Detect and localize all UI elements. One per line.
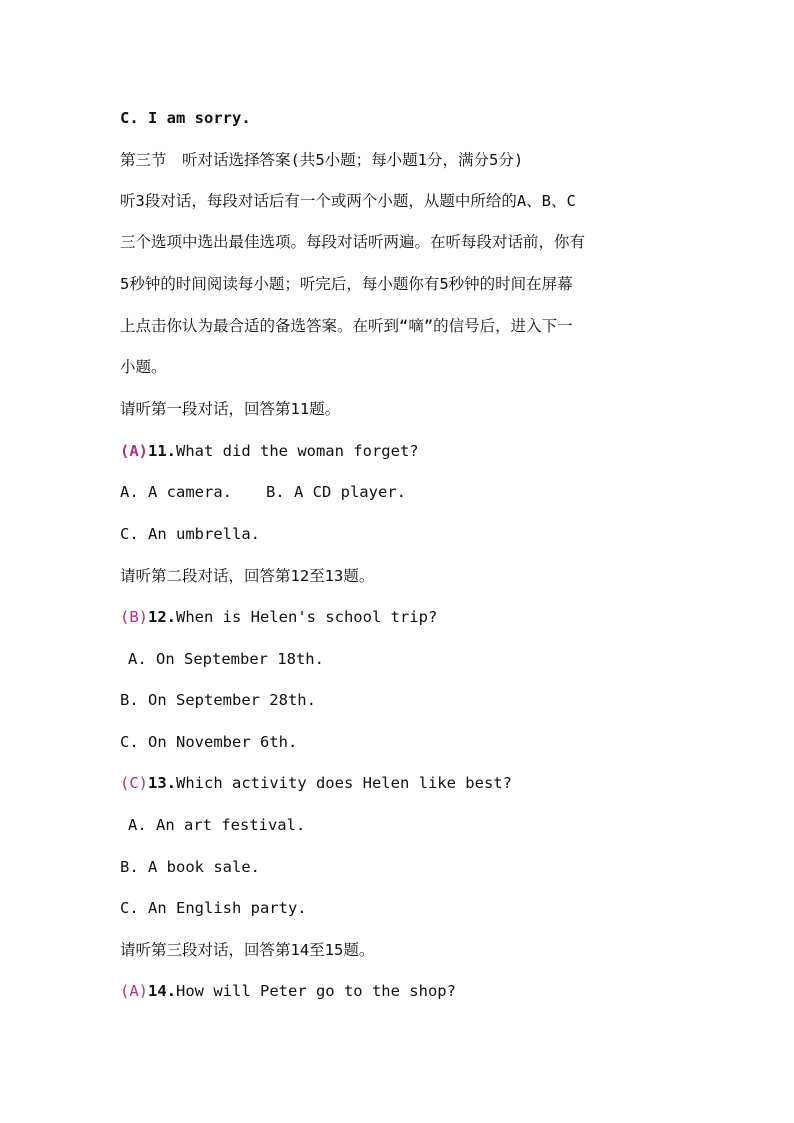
instruction-line-4: 上点击你认为最合适的备选答案。在听到“嘀”的信号后，进入下一 (120, 317, 573, 335)
question-number: 13. (148, 774, 176, 792)
answer-mark: (A) (120, 982, 148, 1000)
instruction-line-3: 5秒钟的时间阅读每小题；听完后，每小题你有5秒钟的时间在屏幕 (120, 275, 573, 293)
question-11 (120, 441, 419, 461)
answer-mark: (A) (120, 442, 148, 460)
instruction-line-5: 小题。 (120, 358, 167, 376)
instruction-line-2: 三个选项中选出最佳选项。每段对话听两遍。在听每段对话前，你有 (120, 233, 586, 251)
option-line-c-sorry: C. I am sorry. (120, 109, 251, 127)
dialogue-2-prompt: 请听第二段对话，回答第12至13题。 (120, 567, 375, 585)
question-text: How will Peter go to the shop? (176, 982, 456, 1000)
dialogue-3-prompt: 请听第三段对话，回答第14至15题。 (120, 941, 375, 959)
question-number: 12. (148, 608, 176, 626)
answer-mark: (C) (120, 774, 148, 792)
option-b: B. A CD player. (265, 483, 406, 501)
section-heading: 第三节 听对话选择答案(共5小题；每小题1分，满分5分) (120, 151, 524, 169)
question-13-option-b: B. A book sale. (120, 858, 260, 876)
question-13 (120, 773, 512, 793)
question-11-options-ab (120, 482, 406, 502)
answer-mark: (B) (120, 608, 148, 626)
question-text: Which activity does Helen like best? (176, 774, 512, 792)
question-text: What did the woman forget? (176, 442, 419, 460)
question-13-option-c: C. An English party. (120, 899, 307, 917)
question-12 (120, 607, 437, 627)
question-text: When is Helen's school trip? (176, 608, 438, 626)
option-a: A. A camera. (120, 483, 232, 501)
question-number: 14. (148, 982, 176, 1000)
question-14 (120, 981, 456, 1001)
question-number: 11. (148, 442, 176, 460)
question-11-option-c: C. An umbrella. (120, 525, 260, 543)
dialogue-1-prompt: 请听第一段对话，回答第11题。 (120, 400, 341, 418)
question-12-option-c: C. On November 6th. (120, 733, 298, 751)
question-13-option-a: A. An art festival. (128, 816, 306, 834)
instruction-line-1: 听3段对话，每段对话后有一个或两个小题，从题中所给的A、B、C (120, 192, 576, 210)
question-12-option-b: B. On September 28th. (120, 691, 316, 709)
question-12-option-a: A. On September 18th. (128, 650, 324, 668)
